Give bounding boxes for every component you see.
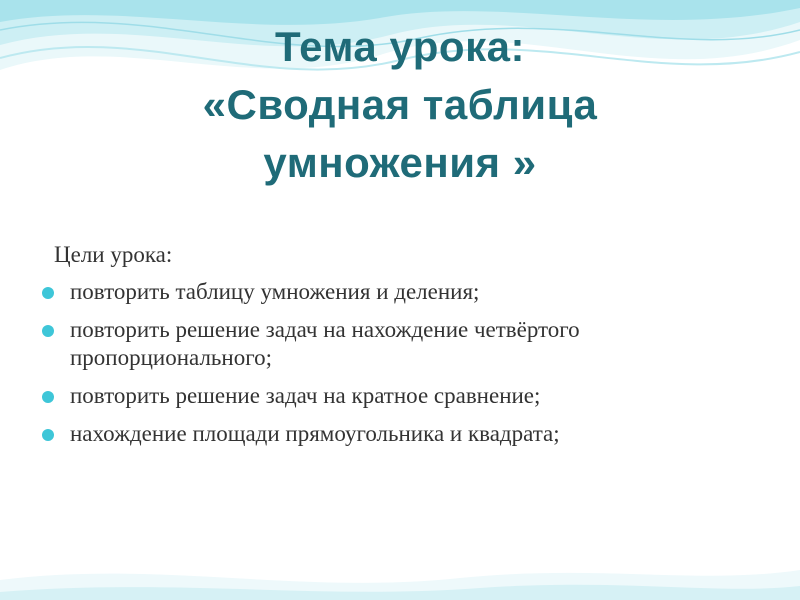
bullet-dot-icon xyxy=(42,287,54,299)
goal-item xyxy=(40,278,760,306)
goal-text: повторить решение задач на нахождение четвёртого пропорционального; xyxy=(70,317,580,370)
title-line-3: умножения » xyxy=(263,139,537,186)
bullet-dot-icon xyxy=(42,391,54,403)
bottom-wave-decoration xyxy=(0,540,800,600)
goal-item xyxy=(40,316,760,372)
title-line-1: Тема урока: xyxy=(275,23,525,70)
goal-text: нахождение площади прямоугольника и квадрата; xyxy=(70,421,560,446)
goal-item xyxy=(40,420,760,448)
goal-item xyxy=(40,382,760,410)
bullet-dot-icon xyxy=(42,325,54,337)
goal-text: повторить решение задач на кратное сравнение; xyxy=(70,383,541,408)
goal-text: повторить таблицу умножения и деления; xyxy=(70,279,480,304)
goals-heading: Цели урока: xyxy=(54,242,173,267)
goals-list xyxy=(40,278,760,448)
bullet-dot-icon xyxy=(42,429,54,441)
title-line-2: «Сводная таблица xyxy=(202,81,598,128)
goals-section xyxy=(40,240,760,458)
slide-title xyxy=(0,18,800,192)
